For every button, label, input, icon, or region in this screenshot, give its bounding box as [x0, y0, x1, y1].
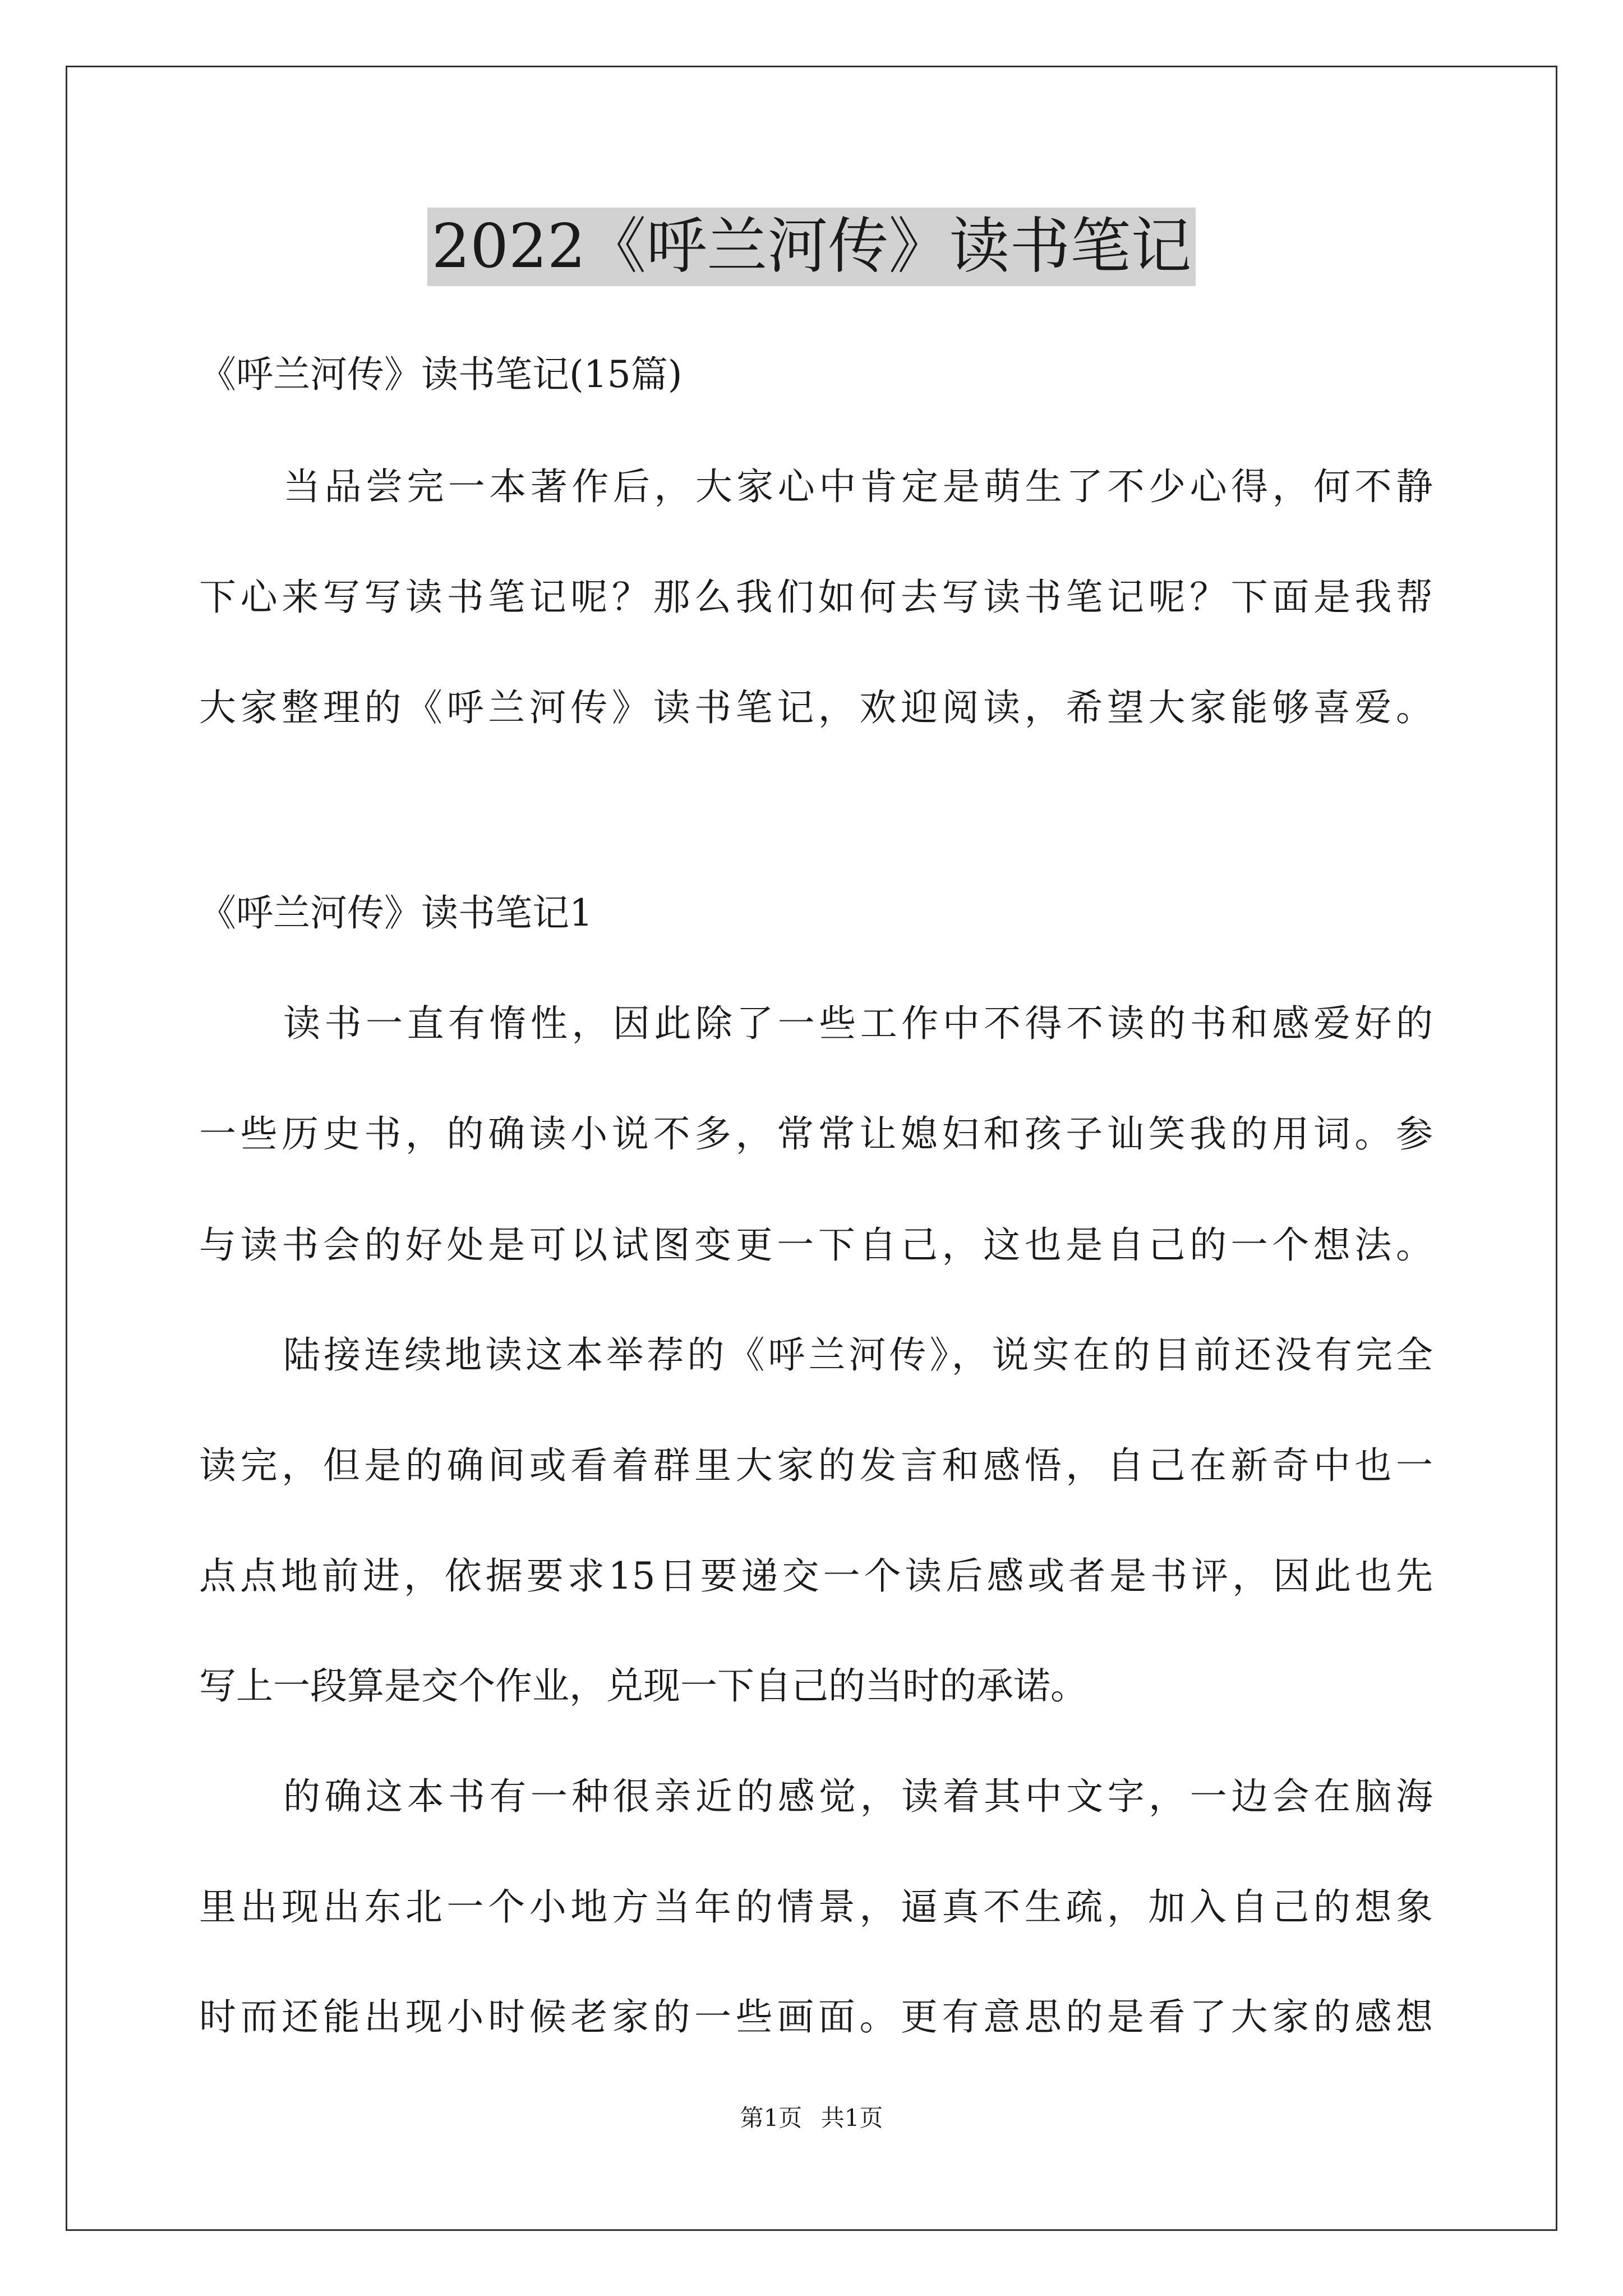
body-line: 与读书会的好处是可以试图变更一下自己，这也是自己的一个想法。: [199, 1223, 1433, 1267]
page-total: 共1页: [820, 2104, 883, 2132]
intro-line: 大家整理的《呼兰河传》读书笔记，欢迎阅读，希望大家能够喜爱。: [199, 686, 1433, 729]
intro-line: 当品尝完一本著作后，大家心中肯定是萌生了不少心得，何不静: [283, 465, 1433, 508]
body-line: 的确这本书有一种很亲近的感觉，读着其中文字，一边会在脑海: [283, 1775, 1433, 1818]
intro-line: 下心来写写读书笔记呢？那么我们如何去写读书笔记呢？下面是我帮: [199, 576, 1433, 619]
body-line: 点点地前进，依据要求15日要递交一个读后感或者是书评，因此也先: [199, 1554, 1433, 1598]
title-container: [0, 208, 1623, 286]
page-number: 第1页: [740, 2104, 803, 2132]
body-line: 里出现出东北一个小地方当年的情景，逼真不生疏，加入自己的想象: [199, 1885, 1433, 1929]
body-line: 写上一段算是交个作业，兑现一下自己的当时的承诺。: [199, 1664, 1087, 1708]
section-heading: 《呼兰河传》读书笔记1: [199, 891, 593, 935]
body-line: 读书一直有惰性，因此除了一些工作中不得不读的书和感爱好的: [283, 1002, 1433, 1045]
page-footer: [0, 2102, 1623, 2134]
body-line: 陆接连续地读这本举荐的《呼兰河传》，说实在的目前还没有完全: [283, 1333, 1433, 1377]
body-line: 时而还能出现小时候老家的一些画面。更有意思的是看了大家的感想: [199, 1995, 1433, 2039]
document-subtitle: 《呼兰河传》读书笔记(15篇): [199, 353, 683, 396]
body-line: 读完，但是的确间或看着群里大家的发言和感悟，自己在新奇中也一: [199, 1444, 1433, 1487]
document-title: 2022《呼兰河传》读书笔记: [427, 208, 1196, 286]
body-line: 一些历史书，的确读小说不多，常常让媳妇和孩子讪笑我的用词。参: [199, 1112, 1433, 1156]
